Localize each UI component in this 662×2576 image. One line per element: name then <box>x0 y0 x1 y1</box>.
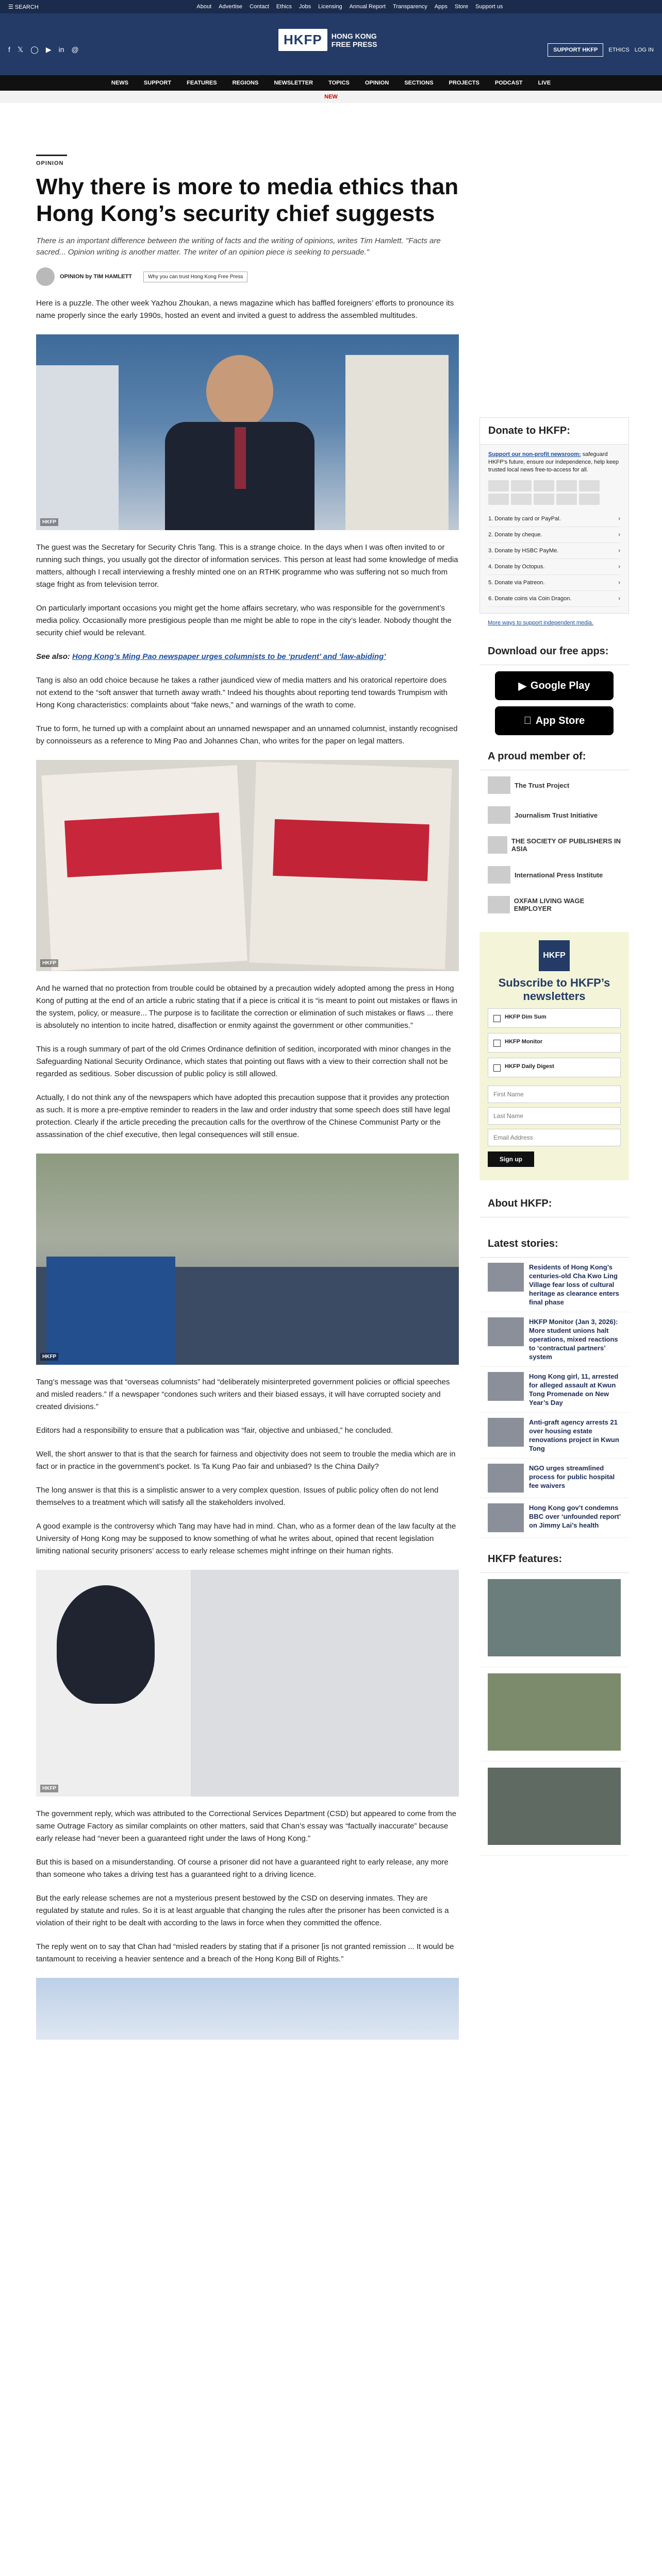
latest-story[interactable] <box>479 1312 629 1367</box>
latest-story[interactable] <box>479 1367 629 1413</box>
masthead-right <box>273 819 429 881</box>
logo-line-1: HONG KONG <box>331 31 377 40</box>
patreon-icon <box>556 494 577 505</box>
feature-thumbnail[interactable] <box>488 1673 621 1751</box>
octopus-icon <box>534 494 554 505</box>
top-link-licensing[interactable]: Licensing <box>318 4 342 10</box>
newspaper-left <box>41 765 247 971</box>
newsletter-option-monitor[interactable] <box>488 1033 621 1053</box>
story-thumbnail[interactable] <box>488 1464 524 1493</box>
top-utility-bar <box>0 0 662 13</box>
photo-person-head <box>206 355 273 427</box>
latest-heading: Latest stories: <box>479 1231 629 1258</box>
top-link-advertise[interactable]: Advertise <box>219 4 242 10</box>
about-list <box>479 1217 629 1228</box>
article-paragraph: But the early release schemes are not a mysterious present bestowed by the CSD on deserving inmates. They are regulated by statute and rules. So it is at least arguable that changing the rules after the prisoner has been convicted is a violation of their right to be dealt with according to the laws in force when they committed the offence. <box>36 1894 449 1927</box>
article-image-ming-pao <box>36 760 459 971</box>
chevron-right-icon: › <box>618 580 620 586</box>
feature-story[interactable] <box>479 1667 629 1761</box>
member-name: THE SOCIETY OF PUBLISHERS IN ASIA <box>511 837 621 853</box>
sopa-icon <box>488 836 507 854</box>
about-heading: About HKFP: <box>479 1191 629 1217</box>
chevron-right-icon: › <box>618 564 620 570</box>
article-paragraph: On particularly important occasions you might get the home affairs secretary, who was responsible for the government’s media policy. Occasionally more prestigious people than me might be able to rope in the city’s leader. Nobody thought the security chief would be relevant. <box>36 604 452 637</box>
x-icon[interactable]: 𝕏 <box>17 45 24 54</box>
logo-text <box>332 32 377 48</box>
chevron-right-icon: › <box>618 516 620 522</box>
features-heading: HKFP features: <box>479 1546 629 1573</box>
nav-regions[interactable]: REGIONS <box>232 80 259 86</box>
story-title[interactable]: Hong Kong girl, 11, arrested for alleged assault at Kwun Tong Promenade on New Year’s Day <box>529 1372 619 1406</box>
donate-intro-text: safeguard HKFP’s future, ensure our independence, help keep trusted local news free-to-access for all. <box>488 451 619 473</box>
newspaper-right <box>249 761 452 969</box>
chevron-right-icon: › <box>618 532 620 538</box>
building-wall <box>191 1570 459 1797</box>
article-image-court-police <box>36 1154 459 1365</box>
youtube-icon[interactable]: ▶ <box>45 45 52 54</box>
article-paragraph: Here is a puzzle. The other week Yazhou Zhoukan, a news magazine which has baffled foreigners’ efforts to pronounce its name properly since the early 1990s, hosted an event and invited a guest to address the assembled multitudes. <box>36 299 454 320</box>
jti-icon <box>488 806 510 824</box>
story-thumbnail[interactable] <box>488 1503 524 1532</box>
newsletter-option-dim-sum[interactable] <box>488 1008 621 1028</box>
header-actions <box>548 43 654 57</box>
officer-figure <box>46 1257 175 1365</box>
nav-news[interactable]: NEWS <box>111 80 128 86</box>
visa-icon <box>511 480 532 492</box>
threads-icon[interactable]: @ <box>71 45 79 54</box>
member-name: OXFAM LIVING WAGE EMPLOYER <box>514 897 585 912</box>
apple-icon <box>524 715 532 727</box>
nav-sections[interactable]: SECTIONS <box>404 80 434 86</box>
story-title[interactable]: HKFP Monitor (Jan 3, 2026): More student unions halt operations, mixed reactions to ‘contractual partners’ system <box>529 1318 618 1361</box>
facebook-icon[interactable]: f <box>8 45 10 54</box>
article-standfirst: There is an important difference between the writing of facts and the writing of opinions, writes Tim Hamlett. "Facts are sacred... Opinion writing is another matter. The writer of an opinion piece is seeking to persuade." <box>36 236 441 257</box>
crest-emblem <box>57 1585 155 1704</box>
logo-line-2: FREE PRESS <box>331 40 377 48</box>
donate-option-label: 6. Donate coins via Coin Dragon. <box>488 596 572 602</box>
mastercard-icon <box>534 480 554 492</box>
photo-watermark: HKFP <box>40 1785 58 1792</box>
section-label[interactable]: OPINION <box>36 155 67 166</box>
donate-option-label: 2. Donate by cheque. <box>488 532 542 538</box>
story-thumbnail[interactable] <box>488 1372 524 1401</box>
site-header <box>0 13 662 75</box>
donate-intro <box>480 445 628 480</box>
member-heading: A proud member of: <box>479 743 629 770</box>
story-title[interactable]: Residents of Hong Kong’s centuries-old Cha Kwo Ling Village fear loss of cultural heritage as clearance enters final phase <box>529 1263 619 1306</box>
donate-option[interactable] <box>488 511 620 527</box>
newsletter-heading: Subscribe to HKFP’s newsletters <box>498 976 610 1003</box>
option-text <box>505 1039 542 1045</box>
photo-watermark: HKFP <box>40 959 58 967</box>
article-paragraph: The government reply, which was attributed to the Correctional Services Department (CSD) but appeared to come from the same Outrage Factory as similar complaints on other matters, said that Chan’s essay was “factually inaccurate” because early release had “never been a guaranteed right under the laws of Hong Kong.” <box>36 1809 457 1843</box>
option-text <box>505 1014 546 1020</box>
top-link-jobs[interactable]: Jobs <box>299 4 311 10</box>
donate-option-label: 5. Donate via Patreon. <box>488 580 545 586</box>
google-play-label: Google Play <box>530 680 590 691</box>
article-paragraph: The guest was the Secretary for Security Chris Tang. This is a strange choice. In the days when I was often invited to or running such things, you usually got the director of information services. This person at least had some knowledge of media matters, although I recall interviewing a freshly minted one on an RTHK programme who was suffering not so much from stage fright as from television terror. <box>36 543 458 589</box>
donate-options <box>480 505 628 613</box>
top-link-contact[interactable]: Contact <box>250 4 269 10</box>
story-title[interactable]: Hong Kong gov’t condemns BBC over ‘unfounded report’ on Jimmy Lai’s health <box>529 1504 621 1529</box>
top-link-annual-report[interactable]: Annual Report <box>349 4 386 10</box>
nav-topics[interactable]: TOPICS <box>328 80 350 86</box>
donate-option[interactable] <box>488 559 620 575</box>
see-also <box>36 651 459 663</box>
article-image-correctional-facility <box>36 1570 459 1797</box>
option-name: HKFP Monitor <box>505 1039 543 1045</box>
top-link-support[interactable]: Support us <box>475 4 503 10</box>
checkbox[interactable] <box>493 1015 501 1022</box>
instagram-icon[interactable]: ◯ <box>30 45 39 54</box>
option-text <box>505 1063 554 1070</box>
ipi-icon <box>488 866 510 884</box>
nav-newsletter[interactable]: NEWSLETTER <box>274 80 313 86</box>
story-thumbnail[interactable] <box>488 1317 524 1346</box>
latest-story[interactable] <box>479 1459 629 1498</box>
article-paragraph: Tang is also an odd choice because he takes a rather jaundiced view of media matters and his oratorical repertoire does not extend to the “soft answer that turneth away wrath.” Indeed his thoughts about reporting tend towards Trumpism with Hong Kong characteristics: complaints about “fake news,” and warnings of the wrath to come. <box>36 676 448 709</box>
article-paragraph: A good example is the controversy which Tang may have had in mind. Chan, who as a former dean of the law faculty at the University of Hong Kong may be supposed to know something of what he writes about, opined that recent legislation limiting national security prisoners’ access to early release schemes might infringe on their human rights. <box>36 1522 456 1555</box>
masthead-left <box>64 812 222 877</box>
donate-option-label: 1. Donate by card or PayPal. <box>488 516 561 522</box>
nav-projects[interactable]: PROJECTS <box>449 80 479 86</box>
nav-live[interactable]: LIVE <box>538 80 551 86</box>
member-logo[interactable] <box>479 800 629 830</box>
first-name-input[interactable]: First Name <box>488 1086 621 1103</box>
nav-features[interactable]: FEATURES <box>187 80 217 86</box>
linkedin-icon[interactable]: in <box>58 45 64 54</box>
site-logo[interactable] <box>278 29 377 51</box>
member-logo[interactable] <box>479 860 629 890</box>
feature-story[interactable] <box>479 1573 629 1667</box>
amex-icon <box>556 480 577 492</box>
article-paragraph: The reply went on to say that Chan had “misled readers by stating that if a prisoner [is not granted remission ... It would be tantamount to receiving a heavier sentence and a breach of the Hong Kong Bill of Rights.” <box>36 1942 454 1963</box>
chevron-right-icon: › <box>618 596 620 602</box>
see-also-prefix: See also: <box>36 652 70 661</box>
member-name: The Trust Project <box>515 781 570 789</box>
backdrop-panel-right <box>345 355 449 530</box>
member-logo[interactable] <box>479 770 629 800</box>
top-link-apps[interactable]: Apps <box>434 4 448 10</box>
member-name: Journalism Trust Initiative <box>515 811 598 819</box>
article-paragraph: And he warned that no protection from trouble could be obtained by a precaution widely adopted among the press in Hong Kong of putting at the end of an article a rubric stating that if a piece is critical it is “is meant to point out mistakes or flaws in the system, policy, or measure... The purpose is to facilitate the correction or elimination of such mistakes or flaws ... there is absolutely no intention to incite hatred, disaffection or enmity against the government or other communities.” <box>36 984 458 1030</box>
article-paragraph: True to form, he turned up with a complaint about an unnamed newspaper and an unnamed columnist, instantly recognised by connoisseurs as a reference to Ming Pao and Johannes Chan, who writes for the paper on legal matters. <box>36 724 458 745</box>
byline <box>36 267 459 286</box>
apps-heading: Download our free apps: <box>479 638 629 665</box>
latest-story[interactable] <box>479 1413 629 1459</box>
option-name: HKFP Dim Sum <box>505 1014 547 1020</box>
paypal-icon <box>488 480 509 492</box>
oxfam-icon <box>488 896 510 913</box>
signup-button[interactable]: Sign up <box>488 1151 534 1167</box>
donate-intro-link[interactable]: Support our non-profit newsroom: <box>488 451 581 457</box>
unionpay-icon <box>579 480 600 492</box>
trust-project-icon <box>488 776 510 794</box>
article-paragraph: Tang’s message was that “overseas columnists” had “deliberately misinterpreted government policies or official speeches and misled readers.” If a newspaper “condones such writers and their biased essays, it will have corrupted society and created divisions.” <box>36 1378 450 1411</box>
top-link-store[interactable]: Store <box>454 4 469 10</box>
google-play-button[interactable] <box>495 671 614 700</box>
search-link[interactable]: ☰ SEARCH <box>8 4 39 10</box>
member-logo[interactable] <box>479 890 629 920</box>
author-name[interactable]: OPINION by TIM HAMLETT <box>60 274 132 280</box>
new-badge: NEW <box>324 94 338 100</box>
app-store-label: App Store <box>532 715 581 726</box>
social-links <box>8 45 79 54</box>
story-title[interactable]: NGO urges streamlined process for public hospital fee waivers <box>529 1464 615 1489</box>
more-ways-link[interactable]: More ways to support independent media. <box>488 620 593 626</box>
newsletter-option-daily-digest[interactable] <box>488 1058 621 1077</box>
donate-option-label: 4. Donate by Octopus. <box>488 564 545 570</box>
donate-heading: Donate to HKFP: <box>480 418 628 445</box>
article-paragraph: Editors had a responsibility to ensure that a publication was “fair, objective and unbiased,” he concluded. <box>36 1426 393 1435</box>
article-paragraph: The long answer is that this is a simplistic answer to a very complex question. Issues of public policy often do not lend themselves to a treatment which will satisfy all the stakeholders involved. <box>36 1486 439 1507</box>
trust-button[interactable]: Why you can trust Hong Kong Free Press <box>143 272 248 282</box>
sidebar <box>479 417 629 1856</box>
story-thumbnail[interactable] <box>488 1263 524 1292</box>
donate-option-label: 3. Donate by HSBC PayMe. <box>488 548 559 554</box>
last-name-input[interactable]: Last Name <box>488 1107 621 1125</box>
fps-icon <box>579 494 600 505</box>
donate-box <box>479 417 629 614</box>
article-image-bottom <box>36 1978 459 2040</box>
feature-thumbnail[interactable] <box>488 1768 621 1845</box>
email-input[interactable]: Email Address <box>488 1129 621 1146</box>
feature-story[interactable] <box>479 1761 629 1856</box>
ethics-link[interactable]: ETHICS <box>608 47 630 53</box>
latest-story[interactable] <box>479 1498 629 1538</box>
article-title: Why there is more to media ethics than Hong Kong’s security chief suggests <box>36 174 459 226</box>
jcb-icon <box>488 494 509 505</box>
support-hkfp-button[interactable]: SUPPORT HKFP <box>548 43 603 57</box>
article-paragraph: But this is based on a misunderstanding. Of course a prisoner did not have a guaranteed right to early release, any more than someone who takes a driving test has a guaranteed right to a driving licence. <box>36 1858 449 1879</box>
top-link-about[interactable]: About <box>196 4 212 10</box>
search-label: SEARCH <box>14 4 39 10</box>
article-image-security-chief <box>36 334 459 530</box>
article <box>36 155 459 2040</box>
trending-bar <box>0 91 662 103</box>
feature-thumbnail[interactable] <box>488 1579 621 1656</box>
payment-logos <box>480 480 628 505</box>
logo-box: HKFP <box>278 29 327 51</box>
author-avatar[interactable] <box>36 267 55 286</box>
newsletter-logo: HKFP <box>539 940 570 971</box>
checkbox[interactable] <box>493 1040 501 1047</box>
app-store-button[interactable] <box>495 706 614 735</box>
newsletter-box <box>479 932 629 1180</box>
play-icon: ▶ <box>518 680 526 692</box>
latest-story[interactable] <box>479 1258 629 1312</box>
photo-watermark: HKFP <box>40 1353 58 1361</box>
donate-option[interactable] <box>488 527 620 543</box>
see-also-link[interactable]: Hong Kong’s Ming Pao newspaper urges columnists to be ‘prudent’ and ‘law-abiding’ <box>72 652 386 661</box>
donate-option[interactable] <box>488 575 620 591</box>
top-utility-nav <box>196 4 503 10</box>
donate-option[interactable] <box>488 543 620 559</box>
article-paragraph: Well, the short answer to that is that the search for fairness and objectivity does not seem to trouble the media which are in fact or in practice in the government’s pocket. Is Ta Kung Pao fair and unbiased? Is the China Daily? <box>36 1450 456 1471</box>
story-title[interactable]: Anti-graft agency arrests 21 over housing estate renovations project in Kwun Tong <box>529 1418 619 1452</box>
login-link[interactable]: LOG IN <box>634 47 654 53</box>
backdrop-panel <box>36 365 119 530</box>
nav-podcast[interactable]: PODCAST <box>494 80 523 86</box>
nav-opinion[interactable]: OPINION <box>365 80 389 86</box>
photo-watermark: HKFP <box>40 518 58 526</box>
donate-option[interactable] <box>488 591 620 607</box>
top-link-transparency[interactable]: Transparency <box>392 4 427 10</box>
option-name: HKFP Daily Digest <box>505 1063 554 1070</box>
nav-support[interactable]: SUPPORT <box>143 80 172 86</box>
top-link-ethics[interactable]: Ethics <box>276 4 292 10</box>
story-thumbnail[interactable] <box>488 1418 524 1447</box>
byline-text <box>60 274 132 280</box>
main-navigation <box>0 75 662 91</box>
checkbox[interactable] <box>493 1064 501 1072</box>
photo-person-tie <box>235 427 246 489</box>
member-logo[interactable] <box>479 830 629 860</box>
payme-icon <box>511 494 532 505</box>
article-paragraph: Actually, I do not think any of the newspapers which have adopted this precaution suppose that it provides any protection as such. It is more a pre-emptive reminder to readers in the law and order industry that some speech does still have legal protection. Clearly if the article preceding the precaution calls for the overthrow of the Chinese Communist Party or the assassination of the chief executive, then legal consequences will still ensue. <box>36 1093 450 1139</box>
article-paragraph: This is a rough summary of part of the old Crimes Ordinance definition of sedition, incorporated with minor changes in the Safeguarding National Security Ordinance, which states that pointing out flaws with a view to their correction shall not be regarded as seditious. Sober discussion of public policy is still allowed. <box>36 1045 451 1078</box>
chevron-right-icon: › <box>618 548 620 554</box>
member-name: International Press Institute <box>515 871 603 879</box>
